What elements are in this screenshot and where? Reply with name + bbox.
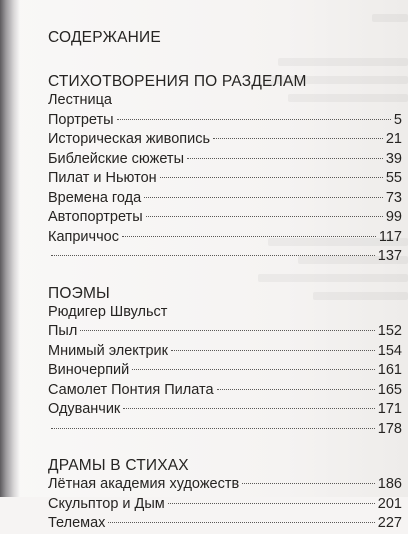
dot-leader — [51, 428, 375, 429]
toc-entry-page: 21 — [385, 131, 402, 147]
toc-entry-title: Библейские сюжеты — [48, 150, 184, 167]
toc-entry-title: Автопортреты — [48, 209, 143, 225]
toc-entry-page: 117 — [378, 228, 402, 245]
toc-entry — [48, 303, 402, 323]
toc-entry-title: Лётная академия художеств — [48, 476, 240, 492]
dot-leader — [171, 350, 375, 351]
toc-entry — [48, 322, 402, 342]
toc-entry-title: Телемах — [48, 515, 106, 531]
toc-entry-title: Времена года — [48, 189, 142, 206]
toc-entry-page: 99 — [385, 209, 402, 225]
toc-entry-page: 165 — [377, 381, 402, 398]
toc-entry-page: 201 — [377, 495, 402, 512]
section-title: ДРАМЫ В СТИХАХ — [48, 457, 189, 474]
toc-entry — [48, 247, 402, 267]
page-gutter-shadow — [0, 0, 20, 497]
toc-entry-title: Одуванчик — [48, 401, 121, 417]
toc-entry — [48, 495, 402, 515]
toc-entry-title: Историческая живопись — [48, 131, 211, 147]
toc-entry — [48, 420, 402, 440]
toc-entry — [48, 150, 402, 170]
dot-leader — [108, 522, 374, 523]
dot-leader — [242, 483, 375, 484]
toc-entry-page: 39 — [385, 150, 402, 167]
toc-entry-page: 55 — [385, 170, 402, 186]
toc-entry — [48, 361, 402, 381]
toc-entry-title: Скульптор и Дым — [48, 495, 165, 512]
toc-entry-page: 161 — [377, 362, 402, 378]
dot-leader — [80, 330, 374, 331]
toc-entry-page: 137 — [377, 248, 402, 264]
table-of-contents — [48, 28, 402, 534]
dot-leader — [123, 408, 375, 409]
dot-leader — [217, 389, 375, 390]
toc-section — [48, 456, 402, 534]
toc-entry-page: 178 — [377, 420, 402, 437]
toc-entry-page: 152 — [377, 323, 402, 339]
toc-entry-title: Лестница — [48, 92, 112, 108]
toc-entry-page: 5 — [393, 111, 402, 128]
toc-entry — [48, 189, 402, 209]
toc-entry — [48, 228, 402, 248]
toc-entry-title: Портреты — [48, 111, 114, 128]
toc-entry — [48, 342, 402, 362]
dot-leader — [117, 119, 391, 120]
dot-leader — [213, 138, 383, 139]
toc-entry-page: 186 — [377, 476, 402, 492]
toc-title: СОДЕРЖАНИЕ — [48, 29, 161, 46]
dot-leader — [144, 197, 383, 198]
dot-leader — [146, 216, 383, 217]
dot-leader — [51, 255, 375, 256]
toc-entry-title: Мнимый электрик — [48, 342, 168, 359]
toc-entry — [48, 514, 402, 534]
section-title: ПОЭМЫ — [48, 284, 110, 302]
toc-entry — [48, 400, 402, 420]
toc-entry — [48, 208, 402, 228]
dot-leader — [168, 503, 375, 504]
toc-entry-title: Виночерпий — [48, 362, 130, 378]
toc-entry-page: 227 — [377, 515, 402, 531]
toc-entry-title: Пилат и Ньютон — [48, 170, 157, 186]
toc-entry — [48, 169, 402, 189]
toc-entry-page: 73 — [385, 189, 402, 206]
dot-leader — [122, 236, 376, 237]
toc-section — [48, 284, 402, 440]
toc-entry — [48, 111, 402, 131]
dot-leader — [132, 369, 375, 370]
toc-entry-title: Рюдигер Швульст — [48, 303, 168, 320]
toc-entry-page: 154 — [377, 342, 402, 359]
toc-entry — [48, 381, 402, 401]
dot-leader — [187, 158, 383, 159]
toc-section — [48, 72, 402, 267]
toc-entry-title: Пыл — [48, 323, 78, 339]
dot-leader — [160, 177, 383, 178]
toc-entry — [48, 130, 402, 150]
toc-entry — [48, 475, 402, 495]
section-title: СТИХОТВОРЕНИЯ ПО РАЗДЕЛАМ — [48, 73, 307, 90]
toc-entry-title: Каприччос — [48, 228, 119, 245]
toc-entry-page: 171 — [377, 401, 402, 417]
toc-entry — [48, 91, 402, 111]
toc-entry-title: Самолет Понтия Пилата — [48, 381, 214, 398]
